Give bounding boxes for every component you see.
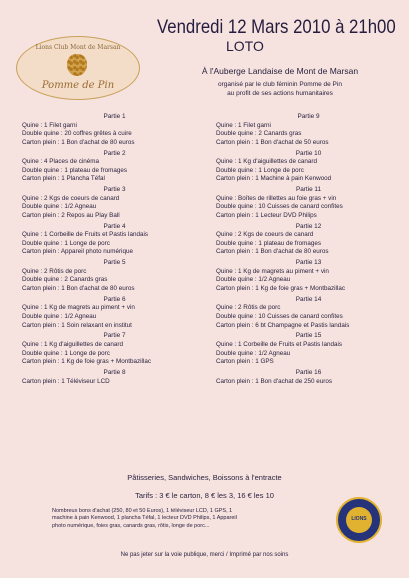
prize-line: Quine : Boîtes de rillettes au foie gras + vin <box>216 194 337 202</box>
prize-summary <box>52 508 322 530</box>
prize-line: Quine : 1 Filet garni <box>216 121 271 129</box>
game-round-title: Partie 2 <box>103 149 126 157</box>
game-round-title: Partie 4 <box>103 222 126 230</box>
prize-line: Carton plein : 1 Kg de foie gras + Montbazillac <box>216 285 345 293</box>
game-round <box>216 113 401 147</box>
prize-line: Carton plein : 2 Repos au Play Ball <box>22 211 120 219</box>
prize-line: Quine : 1 Kg de magrets au piment + vin <box>216 267 329 275</box>
game-round-title: Partie 11 <box>295 186 322 194</box>
prize-line: Carton plein : 1 Plancha Téfal <box>22 175 105 183</box>
game-round <box>22 369 207 386</box>
prize-line: Double quine : 2 Canards gras <box>216 130 302 138</box>
pine-cone-icon <box>67 54 87 76</box>
game-round-title: Partie 14 <box>295 295 322 303</box>
prize-line: Quine : 1 Kg d'aiguillettes de canard <box>216 158 317 166</box>
game-round <box>216 186 401 220</box>
prize-line: Double quine : 20 coffres grêtes à cuire <box>22 130 132 138</box>
organizer-text <box>170 80 390 98</box>
game-round <box>22 259 207 293</box>
prize-line: Quine : 1 Kg de magrets au piment + vin <box>22 304 135 312</box>
prize-line: Quine : 2 Rôtis de porc <box>22 267 87 275</box>
prize-line: Double quine : 1/2 Agneau <box>22 313 97 320</box>
prize-line: Carton plein : 1 Téléviseur LCD <box>22 377 110 385</box>
organizer-line: organisé par le club féminin Pomme de Pin <box>218 81 342 88</box>
game-round <box>22 296 207 330</box>
prize-line: Double quine : 10 Cuisses de canard confites <box>216 203 343 211</box>
prize-line: Double quine : 1 plateau de fromages <box>216 239 322 247</box>
game-round-title: Partie 8 <box>103 368 126 376</box>
game-round <box>22 113 207 147</box>
prize-line: Quine : 1 Corbeille de Fruits et Pastis landais <box>216 340 342 348</box>
prize-line: Carton plein : 6 bt Champagne et Pastis landais <box>216 321 350 329</box>
logo-brand: Pomme de Pin <box>41 80 115 91</box>
prize-line: Double quine : 2 Canards gras <box>22 276 108 284</box>
game-round-title: Partie 9 <box>297 113 320 120</box>
prize-line: Carton plein : 1 Bon d'achat de 250 euros <box>216 377 333 385</box>
prize-line: Quine : 2 Kgs de coeurs de canard <box>22 194 120 202</box>
prize-line: Quine : 2 Kgs de coeurs de canard <box>216 231 314 239</box>
venue-text: À l'Auberge Landaise de Mont de Marsan <box>201 66 359 76</box>
prize-line: Double quine : 1/2 Agneau <box>216 349 291 357</box>
refreshments-text: Pâtisseries, Sandwiches, Boissons à l'entracte <box>127 473 282 482</box>
game-round <box>216 223 401 257</box>
prize-line: Quine : 2 Rôtis de porc <box>216 304 281 312</box>
prize-line: Carton plein : 1 Bon d'achat de 80 euros <box>216 248 329 256</box>
game-round-title: Partie 12 <box>295 222 322 230</box>
game-round <box>216 150 401 184</box>
prize-summary-line: photo numérique, foies gras, canards gras, rôtis, longe de porc... <box>52 522 210 529</box>
prize-line: Carton plein : Appareil photo numérique <box>22 248 133 256</box>
prize-summary-line: Nombreux bons d'achat (250, 80 et 50 Euros), 1 téléviseur LCD, 1 GPS, 1 <box>52 508 233 514</box>
prices-text: Tarifs : 3 € le carton, 8 € les 3, 16 € les 10 <box>135 491 274 500</box>
prize-line: Double quine : 1 Longe de porc <box>22 349 110 357</box>
prize-line: Double quine : 1/2 Agneau <box>22 203 97 211</box>
game-round <box>22 186 207 220</box>
prize-line: Carton plein : 1 Bon d'achat de 80 euros <box>22 285 135 293</box>
game-round-title: Partie 3 <box>103 186 126 194</box>
prize-line: Carton plein : 1 Kg de foie gras + Montbazillac <box>22 358 151 366</box>
game-round-title: Partie 7 <box>103 332 126 340</box>
prize-line: Quine : 1 Kg d'aiguillettes de canard <box>22 340 123 348</box>
game-round <box>216 259 401 293</box>
game-round-title: Partie 6 <box>103 295 126 303</box>
prize-line: Carton plein : 1 Bon d'achat de 80 euros <box>22 138 135 146</box>
game-round <box>216 296 401 330</box>
game-round <box>22 223 207 257</box>
prize-line: Quine : 1 Filet garni <box>22 121 77 129</box>
left-column-parties <box>22 113 207 388</box>
event-date-title: Vendredi 12 Mars 2010 à 21h00 <box>157 16 396 38</box>
prize-line: Double quine : 1 plateau de fromages <box>22 166 128 174</box>
prize-line: Quine : 1 Corbeille de Fruits et Pastis landais <box>22 231 148 239</box>
game-round <box>22 332 207 366</box>
game-round <box>216 332 401 366</box>
prize-line: Double quine : 1 Longe de porc <box>216 166 304 174</box>
prize-line: Carton plein : 1 Lecteur DVD Philips <box>216 211 317 219</box>
footer-note: Ne pas jeter sur la voie publique, merci / Imprimé par nos soins <box>120 552 289 558</box>
prize-line: Carton plein : 1 Soin relaxant en institut <box>22 321 132 329</box>
club-logo <box>16 36 140 100</box>
prize-line: Carton plein : 1 GPS <box>216 358 274 366</box>
prize-summary-line: machine à pain Kenwood, 1 plancha Téfal, 1 lecteur DVD Philips, 1 Appareil <box>52 515 237 522</box>
right-column-parties <box>216 113 401 388</box>
event-name-title: LOTO <box>226 38 264 54</box>
game-round-title: Partie 13 <box>295 259 322 267</box>
game-round-title: Partie 1 <box>103 113 126 120</box>
game-round-title: Partie 16 <box>295 368 322 376</box>
prize-line: Quine : 4 Places de cinéma <box>22 158 100 166</box>
game-round-title: Partie 5 <box>103 259 126 267</box>
prize-line: Double quine : 1/2 Agneau <box>216 276 291 284</box>
lions-club-badge-icon <box>336 497 382 543</box>
prize-line: Double quine : 10 Cuisses de canard confites <box>216 313 343 320</box>
organizer-line: au profit de ses actions humanitaires <box>227 90 333 97</box>
game-round-title: Partie 15 <box>295 332 322 340</box>
lions-badge-text: LIONS <box>351 516 367 522</box>
game-round <box>216 369 401 386</box>
game-round-title: Partie 10 <box>295 149 322 157</box>
game-round <box>22 150 207 184</box>
prize-line: Carton plein : 1 Machine à pain Kenwood <box>216 175 332 183</box>
prize-line: Double quine : 1 Longe de porc <box>22 239 110 247</box>
logo-club-name: Lions Club Mont de Marsan <box>35 44 121 51</box>
prize-line: Carton plein : 1 Bon d'achat de 50 euros <box>216 138 329 146</box>
